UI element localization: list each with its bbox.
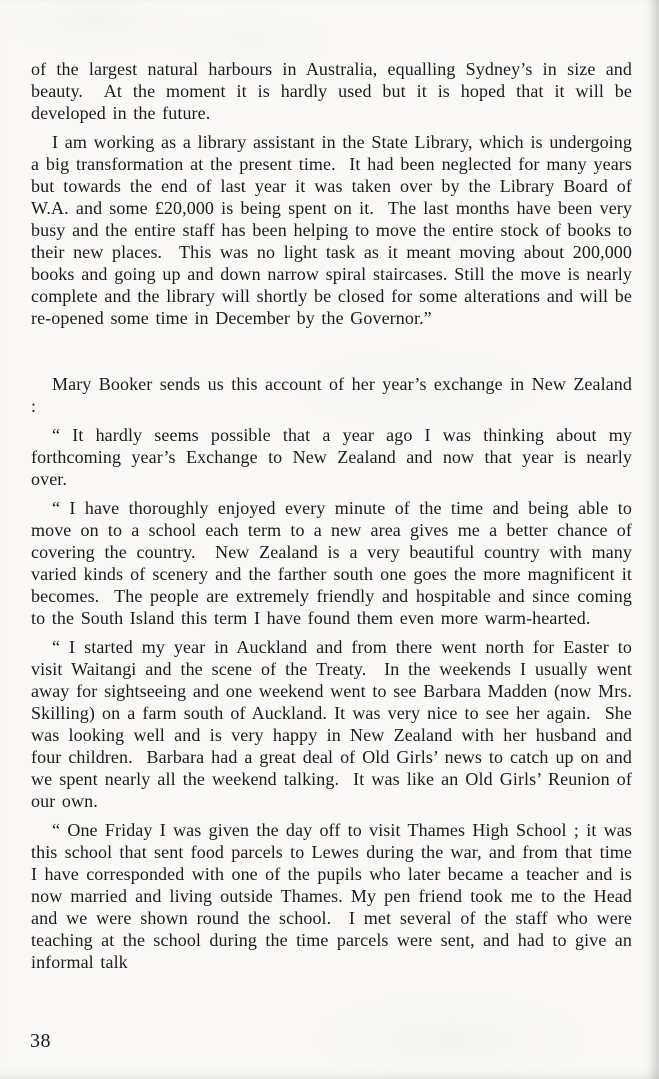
page-number: 38 — [30, 1030, 51, 1052]
paragraph: of the largest natural harbours in Australia, equalling Sydney’s in size and beauty. At the moment it is hardly used but it is hoped that it will be developed in the future. — [31, 59, 632, 123]
text-column — [31, 58, 632, 980]
paragraph: Mary Booker sends us this account of her year’s exchange in New Zealand : — [31, 374, 632, 416]
paragraph: I am working as a library assistant in the State Library, which is undergoing a big transformation at the present time. It had been neglected for many years but towards the end of last year it was taken over by the Library Board of W.A. and some £20,000 is being spent on it. The last months have been very busy and the entire staff has been helping to move the entire stock of books to their new places. This was no light task as it meant moving about 200,000 books and going up and down narrow spiral staircases. Still the move is nearly complete and the library will shortly be closed for some alterations and will be re-opened some time in December by the Governor.” — [31, 132, 632, 328]
paragraph: “ I started my year in Auckland and from there went north for Easter to visit Waitangi and the scene of the Treaty. In the weekends I usually went away for sightseeing and one weekend went to see Barbara Madden (now Mrs. Skilling) on a farm south of Auckland. It was very nice to see her again. She was looking well and is very happy in New Zealand with her husband and four children. Barbara had a great deal of Old Girls’ news to catch up on and we spent nearly all the weekend talking. It was like an Old Girls’ Reunion of our own. — [31, 637, 632, 811]
paragraph: “ It hardly seems possible that a year ago I was thinking about my forthcoming year’s Exchange to New Zealand and now that year is nearly over. — [31, 425, 632, 489]
paragraph: “ One Friday I was given the day off to visit Thames High School ; it was this school that sent food parcels to Lewes during the war, and from that time I have corresponded with one of the pupils who later became a teacher and is now married and living outside Thames. My pen friend took me to the Head and we were shown round the school. I met several of the staff who were teaching at the school during the time parcels were sent, and had to give an informal talk — [31, 820, 632, 972]
paragraph: “ I have thoroughly enjoyed every minute of the time and being able to move on to a school each term to a new area gives me a better chance of covering the country. New Zealand is a very beautiful country with many varied kinds of scenery and the farther south one goes the more magnificent it becomes. The people are extremely friendly and hospitable and since coming to the South Island this term I have found them even more warm-hearted. — [31, 498, 632, 628]
page-edge-shadow — [647, 0, 659, 1079]
